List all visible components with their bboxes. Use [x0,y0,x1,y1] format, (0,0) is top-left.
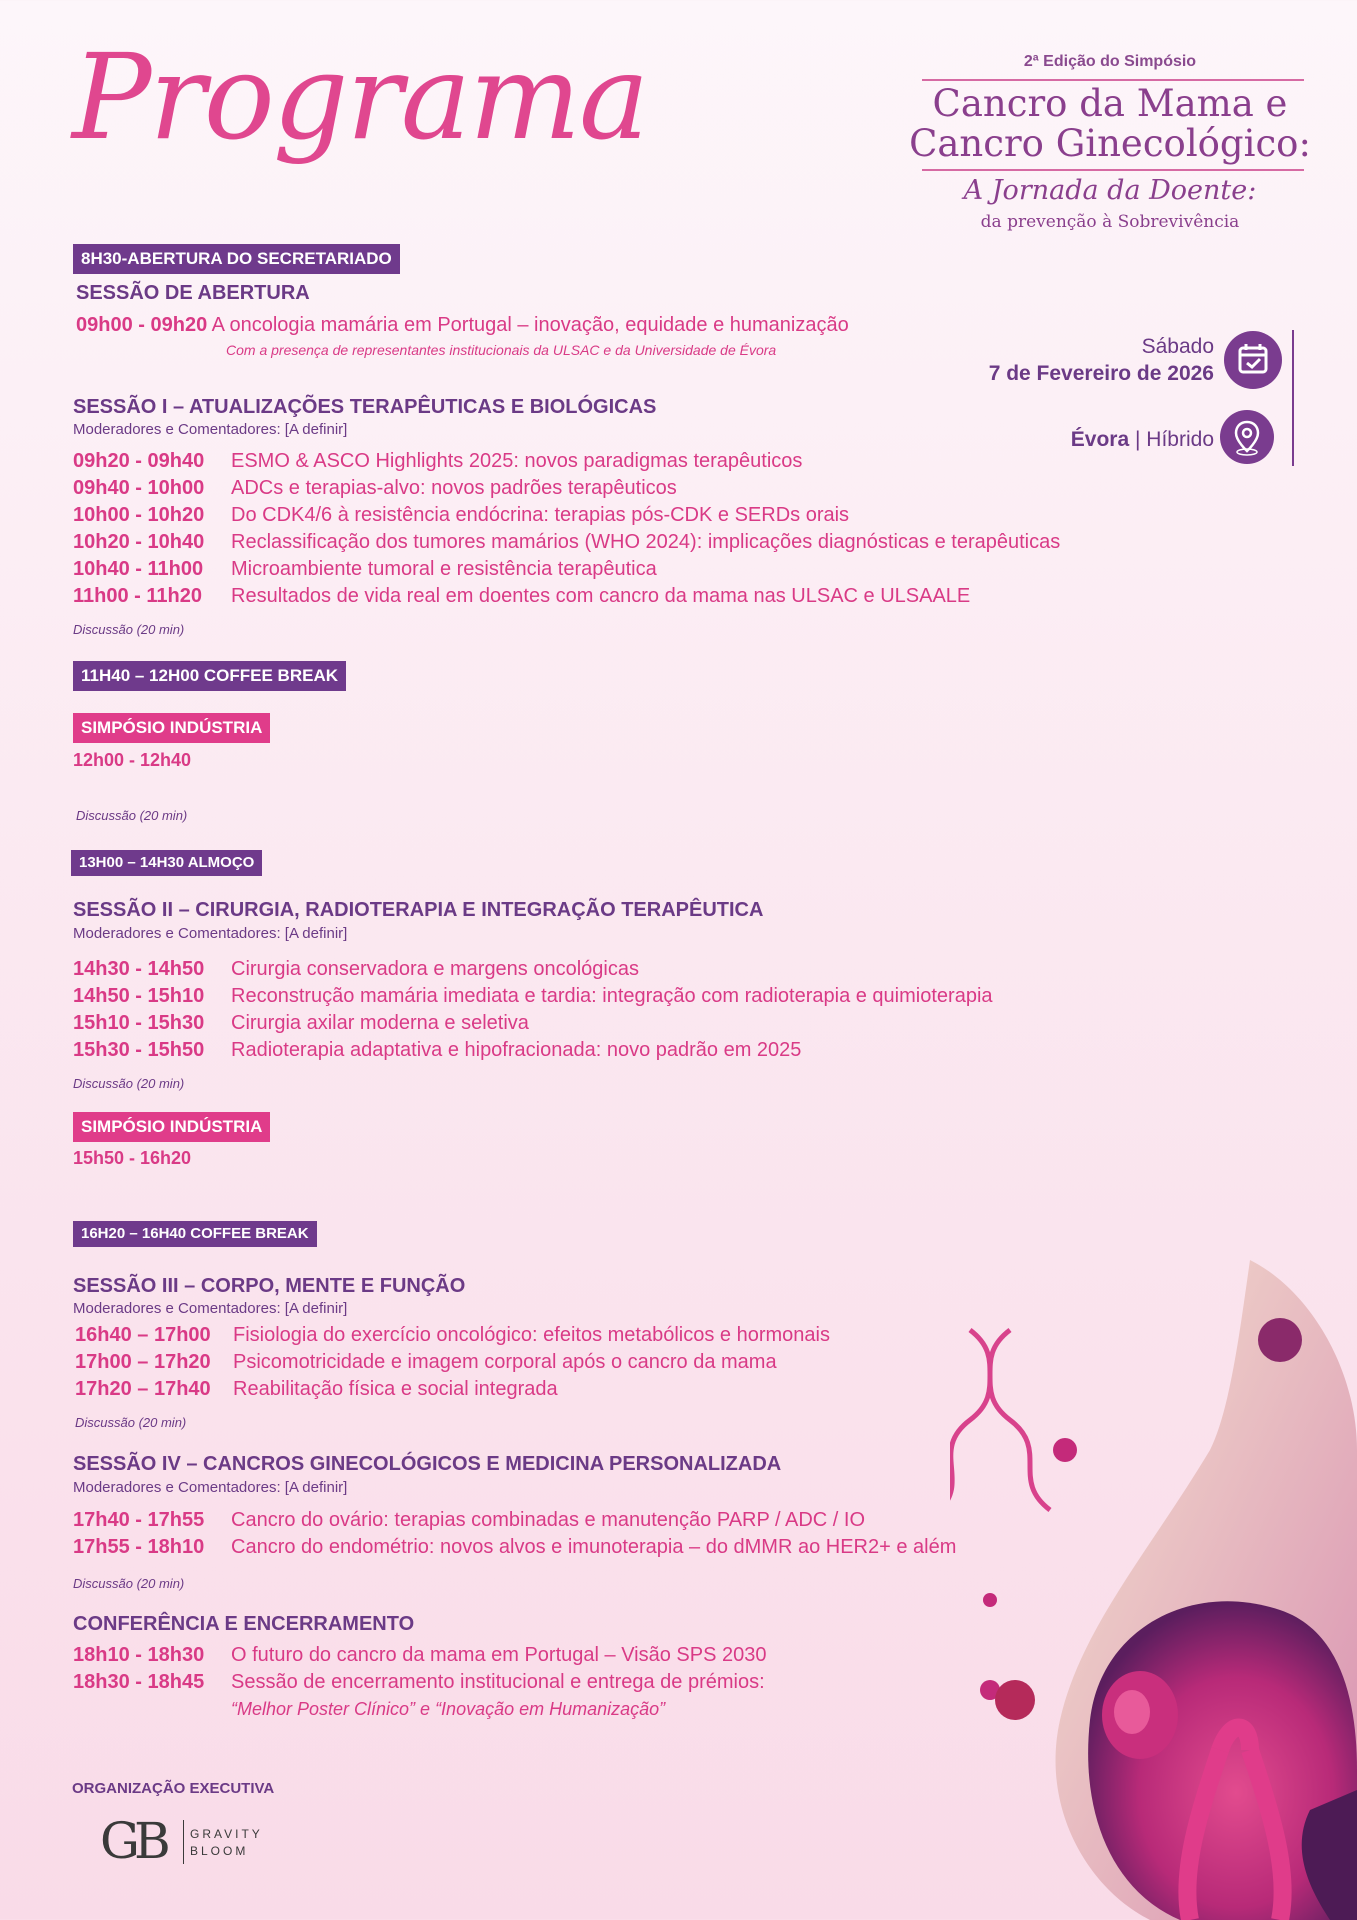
list-item: 18h10 - 18h30 O futuro do cancro da mama em Portugal – Visão SPS 2030 [73,1644,767,1666]
session2-moderators: Moderadores e Comentadores: [A definir] [73,925,348,942]
page-title: Programa [72,28,648,166]
industry2-time: 15h50 - 16h20 [73,1148,192,1168]
list-item: 14h30 - 14h50 Cirurgia conservadora e margens oncológicas [73,958,639,980]
opening-desc: A oncologia mamária em Portugal – inovação, equidade e humanização [211,314,849,336]
session1-moderators: Moderadores e Comentadores: [A definir] [73,421,348,438]
session3-discussion: Discussão (20 min) [75,1415,187,1430]
list-item: 17h00 – 17h20 Psicomotricidade e imagem corporal após o cancro da mama [75,1351,777,1373]
header-divider-top [922,79,1304,81]
opening-item [76,312,849,339]
session3-title: SESSÃO III – CORPO, MENTE E FUNÇÃO [73,1275,466,1297]
closing-list [73,1642,767,1696]
opening-session-title: SESSÃO DE ABERTURA [76,282,310,304]
session1-discussion: Discussão (20 min) [73,622,185,637]
list-item: 15h10 - 15h30 Cirurgia axilar moderna e seletiva [73,1012,529,1034]
info-divider [1292,330,1294,466]
list-item: 10h00 - 10h20 Do CDK4/6 à resistência endócrina: terapias pós-CDK e SERDs orais [73,504,850,526]
list-item: 17h40 - 17h55 Cancro do ovário: terapias combinadas e manutenção PARP / ADC / IO [73,1509,866,1531]
event-date: 7 de Fevereiro de 2026 [988,362,1214,385]
event-day: Sábado [1141,335,1214,358]
map-pin-icon [1220,410,1274,464]
session2-title: SESSÃO II – CIRURGIA, RADIOTERAPIA E INTEGRAÇÃO TERAPÊUTICA [73,899,764,921]
symposium-title-line2: Cancro Ginecológico: [909,122,1311,165]
session2-list [73,956,993,1064]
list-item: 09h20 - 09h40 ESMO & ASCO Highlights 2025: novos paradigmas terapêuticos [73,450,803,472]
symposium-title-line1: Cancro da Mama e [932,82,1288,125]
breast-illustration [950,1250,1357,1920]
list-item: 10h20 - 10h40 Reclassificação dos tumores mamários (WHO 2024): implicações diagnósticas e terapêuticas [73,531,1061,553]
session1-list [73,448,1060,610]
event-city: Évora [1070,428,1130,451]
session3-list [75,1322,830,1403]
symposium-subtitle: A Jornada da Doente: [963,175,1257,206]
symposium-tagline: da prevenção à Sobrevivência [980,212,1240,232]
closing-title: CONFERÊNCIA E ENCERRAMENTO [73,1613,415,1635]
closing-awards: “Melhor Poster Clínico” e “Inovação em Humanização” [231,1699,666,1719]
list-item: 17h20 – 17h40 Reabilitação física e social integrada [75,1378,558,1400]
session4-title: SESSÃO IV – CANCROS GINECOLÓGICOS E MEDICINA PERSONALIZADA [73,1453,782,1475]
list-item: 16h40 – 17h00 Fisiologia do exercício oncológico: efeitos metabólicos e hormonais [75,1324,830,1346]
edition-label: 2ª Edição do Simpósio [1023,53,1197,70]
lunch-badge: 13H00 – 14H30 ALMOÇO [71,850,262,876]
coffee-break-badge: 16H20 – 16H40 COFFEE BREAK [73,1221,317,1247]
industry-symposium-badge: SIMPÓSIO INDÚSTRIA [73,713,270,743]
session2-discussion: Discussão (20 min) [73,1076,185,1091]
list-item: 15h30 - 15h50 Radioterapia adaptativa e hipofracionada: novo padrão em 2025 [73,1039,802,1061]
opening-time: 09h00 - 09h20 [76,314,208,336]
list-item: 17h55 - 18h10 Cancro do endométrio: novos alvos e imunoterapia – do dMMR ao HER2+ e além [73,1536,957,1558]
session4-list [73,1507,956,1561]
list-item: 10h40 - 11h00 Microambiente tumoral e resistência terapêutica [73,558,657,580]
header-divider-bottom [922,169,1304,171]
event-format: Híbrido [1146,428,1214,451]
list-item: 14h50 - 15h10 Reconstrução mamária imediata e tardia: integração com radioterapia e quimioterapia [73,985,993,1007]
list-item: 18h30 - 18h45 Sessão de encerramento institucional e entrega de prémios: [73,1671,765,1693]
gravity-bloom-logo: GB [100,1812,165,1870]
session4-moderators: Moderadores e Comentadores: [A definir] [73,1479,348,1496]
organization-label: ORGANIZAÇÃO EXECUTIVA [72,1780,275,1797]
industry1-discussion: Discussão (20 min) [76,808,188,823]
opening-note: Com a presença de representantes institucionais da ULSAC e da Universidade de Évora [226,342,777,358]
list-item: 09h40 - 10h00 ADCs e terapias-alvo: novos padrões terapêuticos [73,477,677,499]
industry-symposium-badge: SIMPÓSIO INDÚSTRIA [73,1112,270,1142]
session1-title: SESSÃO I – ATUALIZAÇÕES TERAPÊUTICAS E BIOLÓGICAS [73,396,657,418]
coffee-break-badge: 11H40 – 12H00 COFFEE BREAK [73,661,346,691]
symposium-title [905,84,1315,164]
location-separator: | [1134,428,1141,451]
session3-moderators: Moderadores e Comentadores: [A definir] [73,1300,348,1317]
logo-divider [183,1820,184,1864]
list-item: 11h00 - 11h20 Resultados de vida real em doentes com cancro da mama nas ULSAC e ULSAALE [73,585,971,607]
industry1-time: 12h00 - 12h40 [73,750,192,770]
logo-wordmark: GRAVITY BLOOM [190,1827,263,1858]
session4-discussion: Discussão (20 min) [73,1576,185,1591]
secretariat-badge: 8H30-ABERTURA DO SECRETARIADO [73,244,400,274]
calendar-check-icon [1224,331,1282,389]
